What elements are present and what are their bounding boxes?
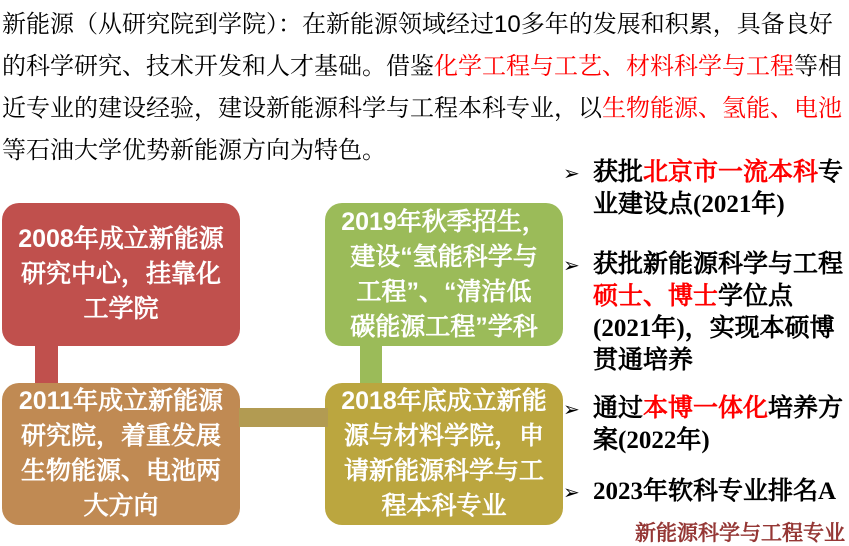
achievement-item-ranking: [563, 476, 849, 508]
achievement-text: 获批北京市一流本科专 业建设点(2021年): [593, 159, 844, 218]
achievement-item-first-class-major: [563, 157, 849, 221]
achievement-text: 2023年软科专业排名A: [593, 478, 837, 505]
flowchart-box-2011: [2, 383, 240, 525]
connector-2011-2018: [239, 408, 328, 427]
arrow-bullet-icon: ➢: [563, 161, 580, 185]
arrow-bullet-icon: ➢: [563, 480, 580, 504]
achievement-item-degree-points: [563, 249, 849, 377]
connector-2008-2011: [35, 346, 58, 383]
flowchart-box-2018-label: 2018年底成立新能 源与材料学院，申 请新能源科学与工 程本科专业: [341, 387, 547, 520]
flowchart-box-2019: [325, 203, 563, 346]
achievement-text: 获批新能源科学与工程 硕士、博士学位点 (2021年)，实现本硕博 贯通培养: [593, 251, 844, 374]
achievement-item-integrated-program: [563, 393, 849, 457]
connector-2019-2018: [360, 346, 382, 383]
achievement-text: 通过本博一体化培养方 案(2022年): [593, 395, 844, 454]
flowchart-box-2018: [325, 383, 563, 525]
flowchart-box-2011-label: 2011年成立新能源 研究院，着重发展 生物能源、电池两 大方向: [18, 387, 224, 520]
intro-paragraph: 新能源（从研究院到学院）：在新能源领域经过10多年的发展和积累，具备良好 的科学研究、技术开发和人才基础。借鉴化学工程与工艺、材料科学与工程等相 近专业的建设经验，建设新能源科学与工程本科专业，以生物能源、氢能、电池 等石油大学优势新能源方向为特色。: [2, 11, 842, 164]
arrow-bullet-icon: ➢: [563, 397, 580, 421]
arrow-bullet-icon: ➢: [563, 253, 580, 277]
flowchart-box-2008: [2, 203, 240, 346]
flowchart-box-2008-label: 2008年成立新能源 研究中心，挂靠化 工学院: [18, 225, 224, 323]
footer-major-label: 新能源科学与工程专业: [635, 522, 845, 545]
flowchart-box-2019-label: 2019年秋季招生， 建设“氢能科学与 工程”、“清洁低 碳能源工程”学科: [341, 207, 547, 341]
